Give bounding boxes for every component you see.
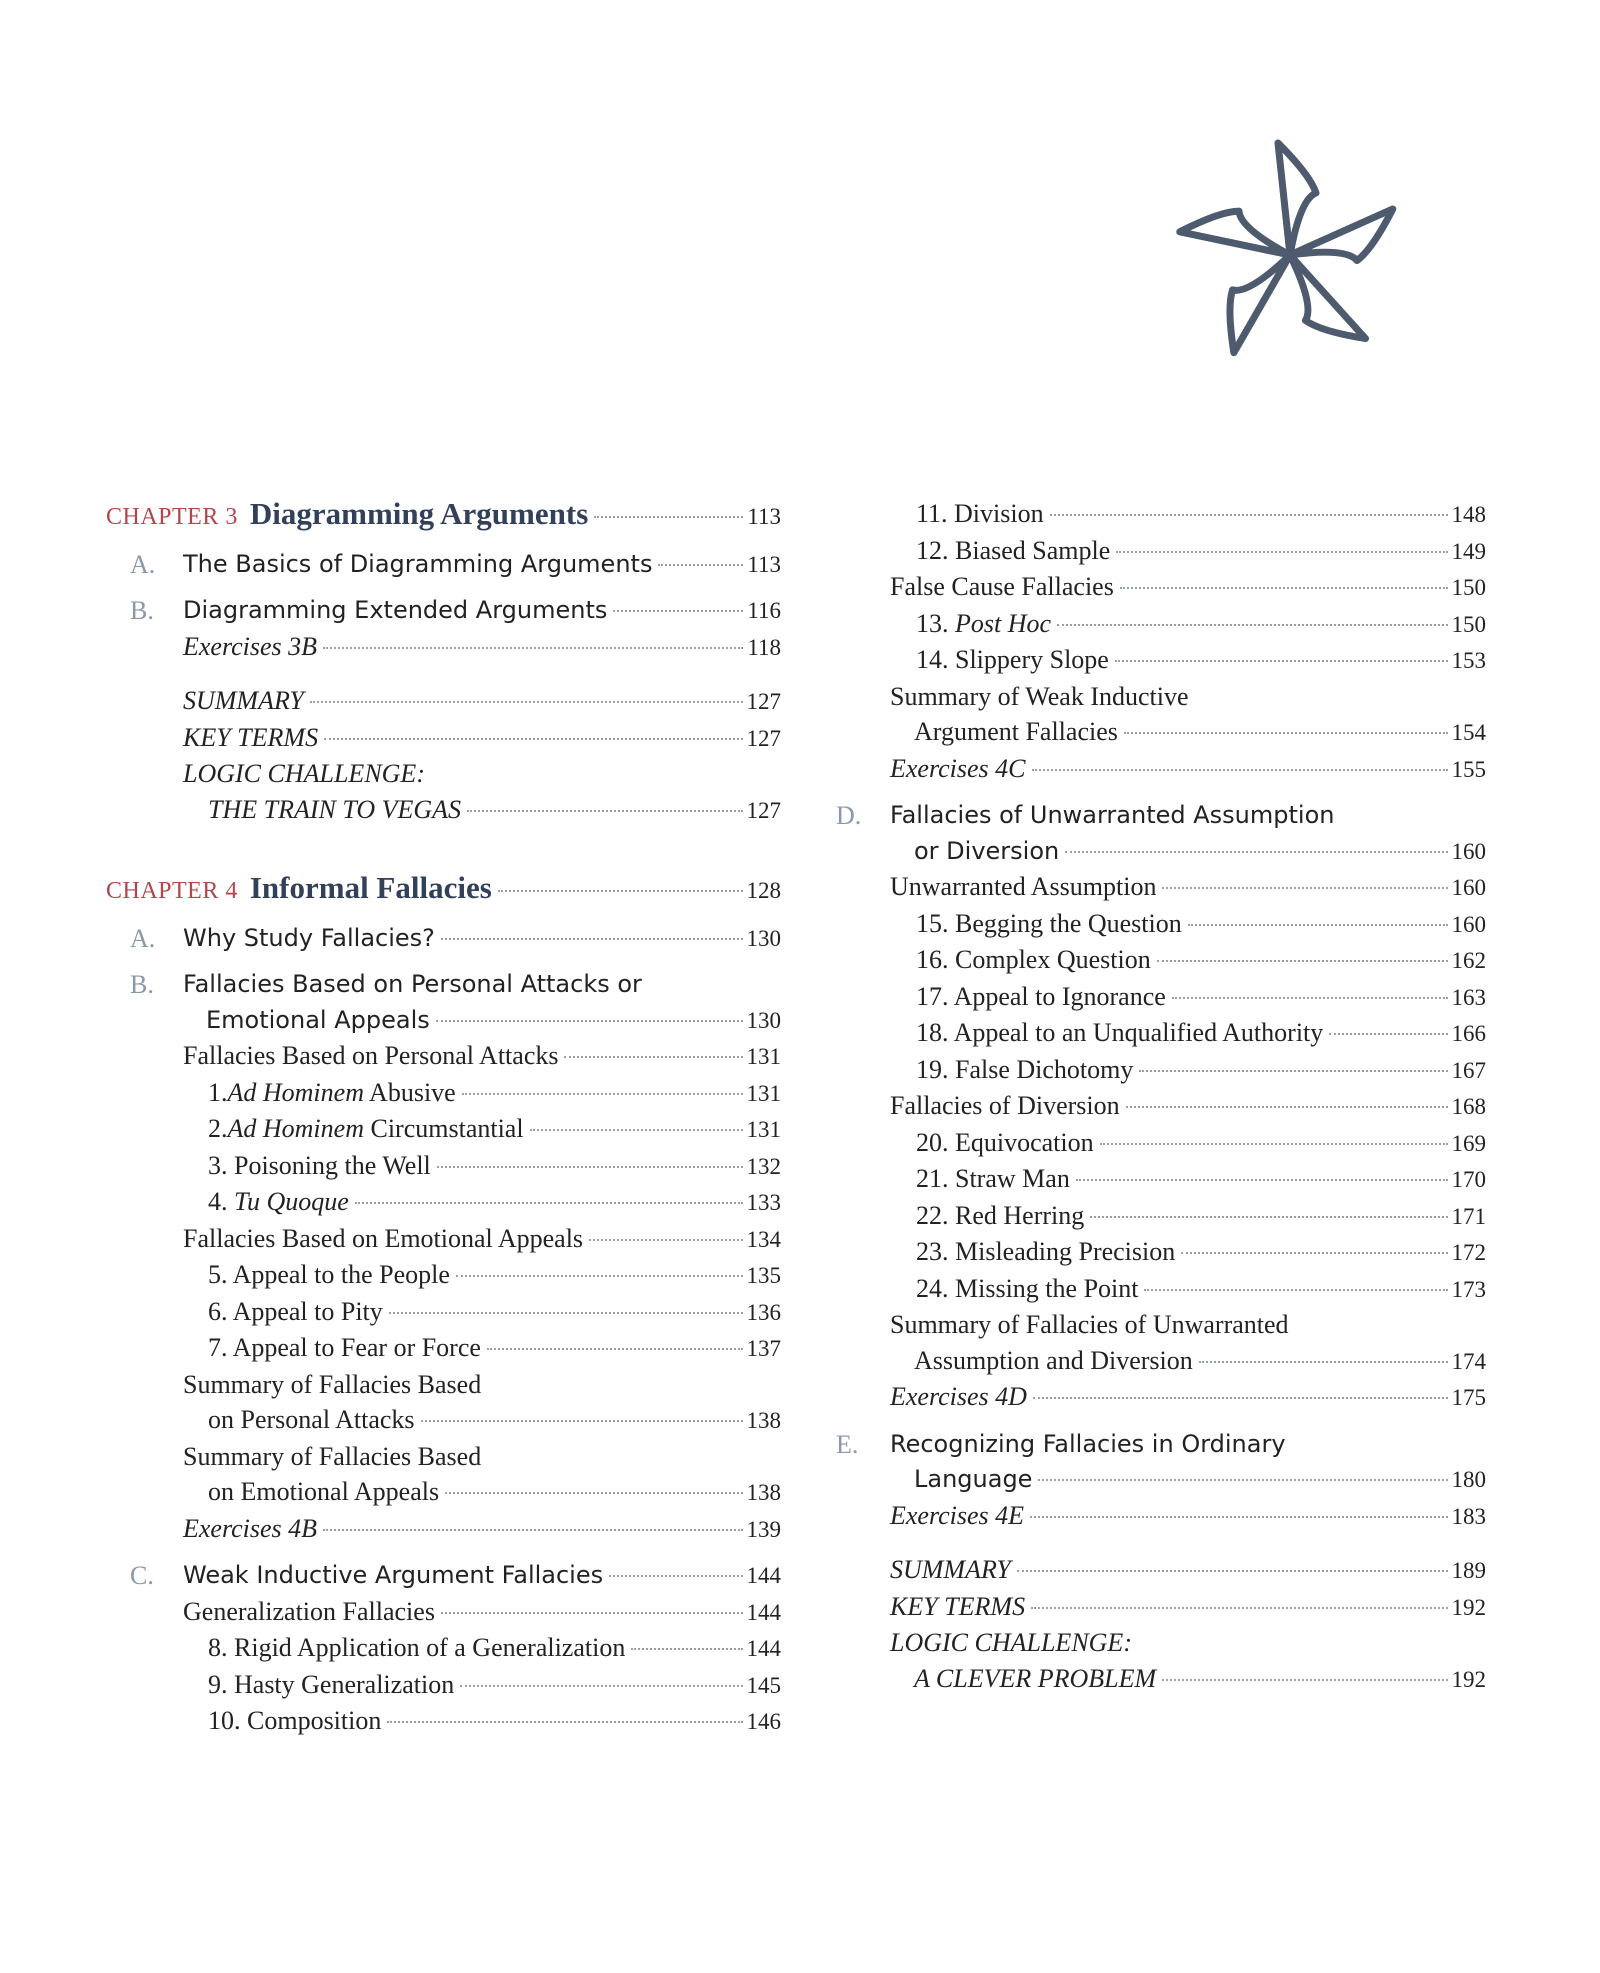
section-letter: A. (130, 923, 156, 953)
toc-fallacy-12[interactable] (888, 533, 1486, 570)
leader-dots (1031, 1607, 1447, 1609)
leader-dots (1116, 551, 1447, 553)
entry-label: 12. Biased Sample (916, 535, 1111, 565)
entry-label: Exercises 4C (890, 753, 1026, 783)
toc-subsection[interactable] (888, 569, 1486, 606)
entry-label: 11. Division (916, 499, 1044, 528)
leader-dots (1124, 732, 1448, 734)
entry-label: 16. Complex Question (916, 945, 1151, 974)
page-number: 168 (1451, 1094, 1486, 1119)
page-number: 150 (1451, 611, 1486, 637)
toc-summary-entry[interactable] (106, 1439, 781, 1475)
toc-logic-challenge-4[interactable] (888, 1625, 1486, 1661)
toc-fallacy-22[interactable] (888, 1198, 1486, 1235)
page-number: 118 (747, 634, 781, 660)
chapter-number: CHAPTER 4 (106, 878, 238, 904)
page-number: 169 (1451, 1130, 1486, 1156)
leader-dots (310, 701, 743, 703)
leader-dots (1032, 769, 1448, 771)
page-number: 149 (1451, 538, 1486, 564)
toc-fallacy-8[interactable] (106, 1630, 781, 1667)
toc-right-column (836, 496, 1486, 1697)
leader-dots (1139, 1070, 1447, 1072)
entry-label: 14. Slippery Slope (916, 645, 1109, 674)
entry-label: False Cause Fallacies (890, 572, 1114, 601)
entry-label: on Emotional Appeals (208, 1477, 440, 1506)
entry-label: Argument Fallacies (914, 717, 1118, 746)
entry-label: 24. Missing the Point (916, 1273, 1139, 1303)
toc-subsection[interactable] (888, 869, 1486, 906)
toc-fallacy-7[interactable] (106, 1330, 781, 1367)
section-letter: C. (130, 1561, 154, 1590)
leader-dots (456, 1275, 743, 1277)
leader-dots (1090, 1216, 1447, 1218)
entry-label: SUMMARY (183, 686, 304, 715)
entry-label: 23. Misleading Precision (916, 1237, 1176, 1266)
entry-label: THE TRAIN TO VEGAS (208, 794, 462, 824)
leader-dots (460, 1685, 742, 1687)
page-number: 144 (746, 1636, 781, 1661)
entry-label: 19. False Dichotomy (916, 1054, 1134, 1084)
leader-dots (1329, 1033, 1447, 1035)
entry-label: 2.Ad Hominem Circumstantial (208, 1114, 524, 1143)
page-number: 128 (746, 878, 781, 903)
entry-label: 6. Appeal to Pity (208, 1296, 383, 1326)
toc-exercises-4b[interactable] (106, 1511, 781, 1548)
page-number: 155 (1451, 756, 1486, 782)
entry-label: Summary of Weak Inductive (890, 681, 1189, 711)
page-number: 139 (746, 1516, 781, 1542)
page-number: 133 (746, 1190, 781, 1215)
leader-dots (1017, 1570, 1448, 1572)
page-number: 160 (1451, 911, 1486, 937)
page-number: 131 (746, 1044, 781, 1069)
page-number: 150 (1451, 575, 1486, 600)
toc-fallacy-15[interactable] (888, 906, 1486, 943)
toc-fallacy-20[interactable] (888, 1125, 1486, 1162)
entry-label: 10. Composition (208, 1706, 382, 1735)
leader-dots (1057, 624, 1447, 626)
toc-fallacy-1[interactable] (106, 1075, 781, 1112)
toc-exercises-4c[interactable] (888, 751, 1486, 788)
entry-label: 8. Rigid Application of a Generalization (208, 1633, 626, 1662)
entry-label: 22. Red Herring (916, 1200, 1085, 1230)
entry-label: 1.Ad Hominem Abusive (208, 1077, 456, 1107)
toc-summary-entry[interactable] (106, 1367, 781, 1403)
toc-fallacy-2[interactable] (106, 1111, 781, 1148)
toc-section-3b[interactable] (106, 593, 781, 629)
toc-key-terms-4[interactable] (888, 1589, 1486, 1626)
entry-label: 13. Post Hoc (916, 608, 1052, 638)
toc-summary-entry[interactable] (888, 679, 1486, 715)
entry-label: 4. Tu Quoque (208, 1187, 349, 1216)
page-number: 132 (746, 1153, 781, 1179)
entry-label: Exercises 4D (890, 1382, 1027, 1411)
leader-dots (462, 1093, 743, 1095)
leader-dots (323, 1529, 742, 1531)
page-number: 131 (746, 1117, 781, 1142)
leader-dots (1144, 1289, 1447, 1291)
entry-label: 17. Appeal to Ignorance (916, 981, 1166, 1011)
leader-dots (530, 1129, 743, 1131)
page-number: 160 (1451, 875, 1486, 900)
toc-subsection[interactable] (106, 1221, 781, 1258)
toc-exercises-4d[interactable] (888, 1379, 1486, 1416)
toc-chapter-4[interactable] (106, 870, 781, 910)
page-number: 166 (1451, 1021, 1486, 1046)
leader-dots (445, 1492, 742, 1494)
leader-dots (324, 738, 742, 740)
page-number: 113 (747, 551, 781, 577)
entry-label: Fallacies Based on Emotional Appeals (183, 1223, 584, 1253)
entry-label: Exercises 4E (890, 1500, 1025, 1530)
leader-dots (1100, 1143, 1448, 1145)
page-number: 153 (1451, 648, 1486, 673)
page-number: 136 (746, 1299, 781, 1325)
page-number: 145 (746, 1672, 781, 1698)
toc-fallacy-10[interactable] (106, 1703, 781, 1740)
page-number: 135 (746, 1263, 781, 1288)
page-number: 174 (1451, 1348, 1486, 1374)
entry-label: 7. Appeal to Fear or Force (208, 1333, 481, 1362)
leader-dots (613, 610, 743, 612)
leader-dots (1038, 1479, 1447, 1481)
toc-fallacy-16[interactable] (888, 942, 1486, 979)
leader-dots (1162, 887, 1447, 889)
page-number: 154 (1451, 720, 1486, 745)
leader-dots (1172, 997, 1448, 999)
page-number: 130 (746, 925, 781, 951)
page-number: 137 (746, 1336, 781, 1361)
toc-fallacy-19[interactable] (888, 1052, 1486, 1089)
leader-dots (355, 1202, 743, 1204)
leader-dots (594, 516, 743, 518)
leader-dots (1199, 1361, 1448, 1363)
leader-dots (421, 1420, 743, 1422)
pinwheel-flower-icon (1170, 135, 1410, 375)
leader-dots (436, 1020, 743, 1022)
leader-dots (467, 810, 742, 812)
page-number: 127 (746, 725, 781, 751)
entry-label: Summary of Fallacies Based (183, 1369, 482, 1399)
page-number: 183 (1451, 1503, 1486, 1529)
section-title: Language (914, 1465, 1033, 1493)
section-letter: A. (130, 549, 156, 579)
entry-label: 15. Begging the Question (916, 908, 1182, 938)
entry-label: Fallacies Based on Personal Attacks (183, 1041, 559, 1070)
toc-left-column (106, 496, 781, 1740)
section-title: Diagramming Extended Arguments (183, 596, 608, 624)
toc-summary-entry-cont[interactable] (106, 1402, 781, 1439)
toc-section-4c[interactable] (106, 1558, 781, 1594)
toc-section-4e[interactable] (836, 1427, 1486, 1463)
toc-fallacy-23[interactable] (888, 1234, 1486, 1271)
section-letter: E. (836, 1429, 859, 1459)
toc-section-4d[interactable] (836, 798, 1486, 834)
toc-subsection[interactable] (888, 1088, 1486, 1125)
entry-label: Summary of Fallacies of Unwarranted (890, 1310, 1289, 1339)
entry-label: on Personal Attacks (208, 1405, 415, 1434)
toc-logic-challenge-4-title[interactable] (888, 1661, 1486, 1698)
leader-dots (1115, 660, 1448, 662)
page-number: 189 (1451, 1558, 1486, 1583)
leader-dots (1181, 1252, 1447, 1254)
section-title: Emotional Appeals (206, 1005, 430, 1034)
chapter-title: Informal Fallacies (249, 870, 492, 905)
toc-fallacy-3[interactable] (106, 1148, 781, 1185)
page-number: 127 (746, 689, 781, 714)
page-number: 148 (1451, 502, 1486, 527)
section-title: Fallacies Based on Personal Attacks or (183, 970, 642, 998)
entry-label: Exercises 3B (183, 631, 318, 661)
toc-summary-entry-cont[interactable] (888, 714, 1486, 751)
leader-dots (1126, 1106, 1448, 1108)
page-number: 173 (1451, 1276, 1486, 1302)
toc-fallacy-13[interactable] (888, 606, 1486, 643)
toc-fallacy-21[interactable] (888, 1161, 1486, 1198)
toc-logic-challenge-3[interactable] (106, 756, 781, 792)
toc-section-4b-cont[interactable] (106, 1003, 781, 1039)
page-number: 113 (747, 504, 781, 529)
page-number: 170 (1451, 1167, 1486, 1192)
toc-summary-4[interactable] (888, 1552, 1486, 1589)
leader-dots (437, 1166, 743, 1168)
toc-fallacy-5[interactable] (106, 1257, 781, 1294)
leader-dots (387, 1721, 742, 1723)
leader-dots (631, 1648, 742, 1650)
section-title: Weak Inductive Argument Fallacies (183, 1561, 604, 1589)
chapter-number: CHAPTER 3 (106, 504, 238, 530)
toc-summary-3[interactable] (106, 683, 781, 720)
entry-label: LOGIC CHALLENGE: (183, 759, 425, 788)
page-number: 138 (746, 1480, 781, 1505)
entry-label: SUMMARY (890, 1555, 1011, 1584)
entry-label: 21. Straw Man (916, 1164, 1070, 1193)
toc-exercises-3b[interactable] (106, 629, 781, 666)
toc-section-4b[interactable] (106, 967, 781, 1003)
page-number: 138 (746, 1408, 781, 1433)
section-letter: D. (836, 801, 862, 830)
page-number: 180 (1451, 1467, 1486, 1492)
toc-key-terms-3[interactable] (106, 720, 781, 757)
page-number: 130 (746, 1007, 781, 1033)
leader-dots (1076, 1179, 1448, 1181)
entry-label: 5. Appeal to the People (208, 1260, 450, 1289)
toc-fallacy-24[interactable] (888, 1271, 1486, 1308)
toc-section-4e-cont[interactable] (888, 1462, 1486, 1498)
page-number: 163 (1451, 984, 1486, 1010)
toc-fallacy-9[interactable] (106, 1667, 781, 1704)
section-title: Recognizing Fallacies in Ordinary (890, 1429, 1286, 1458)
leader-dots (441, 938, 743, 940)
toc-fallacy-4[interactable] (106, 1184, 781, 1221)
toc-summary-entry[interactable] (888, 1307, 1486, 1343)
page-number: 127 (746, 797, 781, 823)
toc-subsection[interactable] (106, 1038, 781, 1075)
page-number: 146 (746, 1709, 781, 1734)
entry-label: 20. Equivocation (916, 1127, 1094, 1157)
toc-fallacy-18[interactable] (888, 1015, 1486, 1052)
entry-label: 9. Hasty Generalization (208, 1669, 455, 1699)
toc-logic-challenge-3-title[interactable] (106, 792, 781, 829)
toc-exercises-4e[interactable] (888, 1498, 1486, 1535)
page-number: 192 (1451, 1666, 1486, 1692)
leader-dots (1157, 960, 1448, 962)
toc-fallacy-11[interactable] (888, 496, 1486, 533)
leader-dots (487, 1348, 743, 1350)
page-number: 116 (747, 598, 781, 623)
leader-dots (441, 1612, 743, 1614)
section-title: The Basics of Diagramming Arguments (183, 549, 653, 578)
section-letter: B. (130, 970, 154, 999)
section-letter: B. (130, 596, 154, 625)
leader-dots (1030, 1516, 1447, 1518)
leader-dots (1120, 587, 1448, 589)
section-title: Why Study Fallacies? (183, 923, 435, 952)
entry-label: KEY TERMS (890, 1591, 1026, 1621)
toc-section-4d-cont[interactable] (888, 834, 1486, 870)
page-number: 171 (1451, 1203, 1486, 1229)
leader-dots (609, 1575, 742, 1577)
entry-label: Generalization Fallacies (183, 1596, 435, 1626)
leader-dots (564, 1056, 742, 1058)
page-number: 160 (1451, 838, 1486, 864)
page-number: 192 (1451, 1594, 1486, 1620)
leader-dots (1033, 1397, 1448, 1399)
toc-section-3a[interactable] (106, 547, 781, 583)
leader-dots (1065, 851, 1447, 853)
leader-dots (1188, 924, 1448, 926)
toc-fallacy-14[interactable] (888, 642, 1486, 679)
entry-label: Assumption and Diversion (914, 1345, 1193, 1375)
leader-dots (389, 1312, 743, 1314)
entry-label: Unwarranted Assumption (890, 872, 1157, 901)
leader-dots (1162, 1679, 1447, 1681)
toc-summary-entry-cont[interactable] (888, 1343, 1486, 1380)
page-number: 162 (1451, 948, 1486, 973)
page-number: 131 (746, 1080, 781, 1106)
entry-label: 18. Appeal to an Unqualified Authority (916, 1018, 1324, 1047)
entry-label: 3. Poisoning the Well (208, 1150, 431, 1180)
section-title: Fallacies of Unwarranted Assumption (890, 801, 1335, 829)
toc-subsection[interactable] (106, 1594, 781, 1631)
toc-fallacy-6[interactable] (106, 1294, 781, 1331)
entry-label: LOGIC CHALLENGE: (890, 1628, 1132, 1657)
entry-label: Fallacies of Diversion (890, 1091, 1120, 1120)
page-number: 167 (1451, 1057, 1486, 1083)
entry-label: Exercises 4B (183, 1513, 318, 1543)
toc-summary-entry-cont[interactable] (106, 1474, 781, 1511)
chapter-title: Diagramming Arguments (249, 496, 589, 531)
leader-dots (323, 647, 743, 649)
page-number: 172 (1451, 1240, 1486, 1265)
page-number: 144 (746, 1563, 781, 1588)
section-title: or Diversion (914, 836, 1060, 865)
entry-label: Summary of Fallacies Based (183, 1441, 482, 1471)
page-number: 144 (746, 1599, 781, 1625)
leader-dots (498, 890, 743, 892)
toc-fallacy-17[interactable] (888, 979, 1486, 1016)
page-number: 175 (1451, 1385, 1486, 1410)
leader-dots (1050, 514, 1448, 516)
leader-dots (589, 1239, 742, 1241)
page-number: 134 (746, 1226, 781, 1252)
toc-section-4a[interactable] (106, 921, 781, 957)
leader-dots (658, 564, 743, 566)
toc-chapter-3[interactable] (106, 496, 781, 536)
entry-label: A CLEVER PROBLEM (914, 1663, 1157, 1693)
entry-label: KEY TERMS (183, 722, 319, 752)
